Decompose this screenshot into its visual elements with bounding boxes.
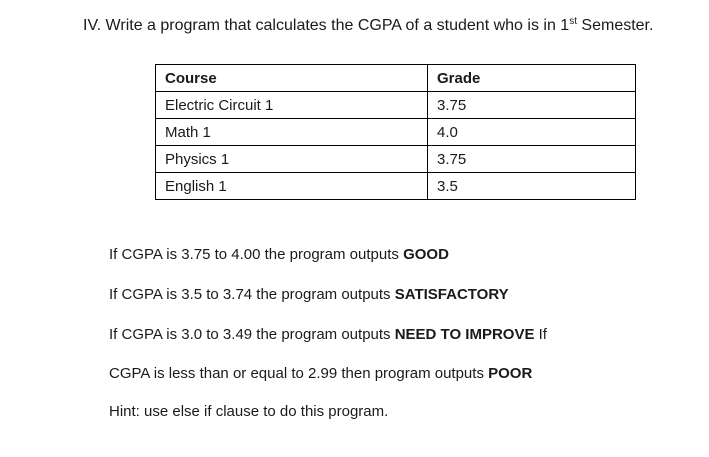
rule-text: If CGPA is 3.0 to 3.49 the program outputs [109, 326, 395, 343]
course-cell: Physics 1 [156, 146, 428, 173]
rule-text: If CGPA is 3.75 to 4.00 the program outputs [109, 246, 404, 263]
course-cell: Math 1 [156, 119, 428, 146]
table-header-row [156, 65, 636, 92]
question-heading [83, 16, 653, 36]
rule-output: GOOD [403, 246, 449, 263]
rule-good [109, 245, 449, 265]
question-superscript: st [569, 16, 577, 27]
grades-table [155, 64, 636, 200]
rule-output: NEED TO IMPROVE [394, 326, 535, 343]
question-number: IV. [83, 17, 102, 34]
question-text: Write a program that calculates the CGPA of a student who is in 1 [105, 17, 570, 34]
question-text-end: Semester. [576, 17, 654, 34]
rule-output: SATISFACTORY [394, 286, 509, 303]
rule-output: POOR [488, 365, 533, 382]
grade-cell: 3.75 [428, 146, 636, 173]
header-grade: Grade [428, 65, 636, 92]
rule-satisfactory [109, 285, 509, 305]
table-row [156, 146, 636, 173]
table-row [156, 173, 636, 200]
rule-text: CGPA is less than or equal to 2.99 then program outputs [109, 365, 489, 382]
hint-text: Hint: use else if clause to do this program. [109, 403, 389, 420]
rule-need-to-improve [109, 325, 547, 345]
rule-text: If CGPA is 3.5 to 3.74 the program outputs [109, 286, 395, 303]
course-cell: English 1 [156, 173, 428, 200]
table-row [156, 92, 636, 119]
header-course: Course [156, 65, 428, 92]
course-cell: Electric Circuit 1 [156, 92, 428, 119]
rule-poor [109, 364, 532, 384]
table-row [156, 119, 636, 146]
rule-tail: If [534, 326, 547, 343]
grade-cell: 4.0 [428, 119, 636, 146]
grade-cell: 3.5 [428, 173, 636, 200]
grade-cell: 3.75 [428, 92, 636, 119]
